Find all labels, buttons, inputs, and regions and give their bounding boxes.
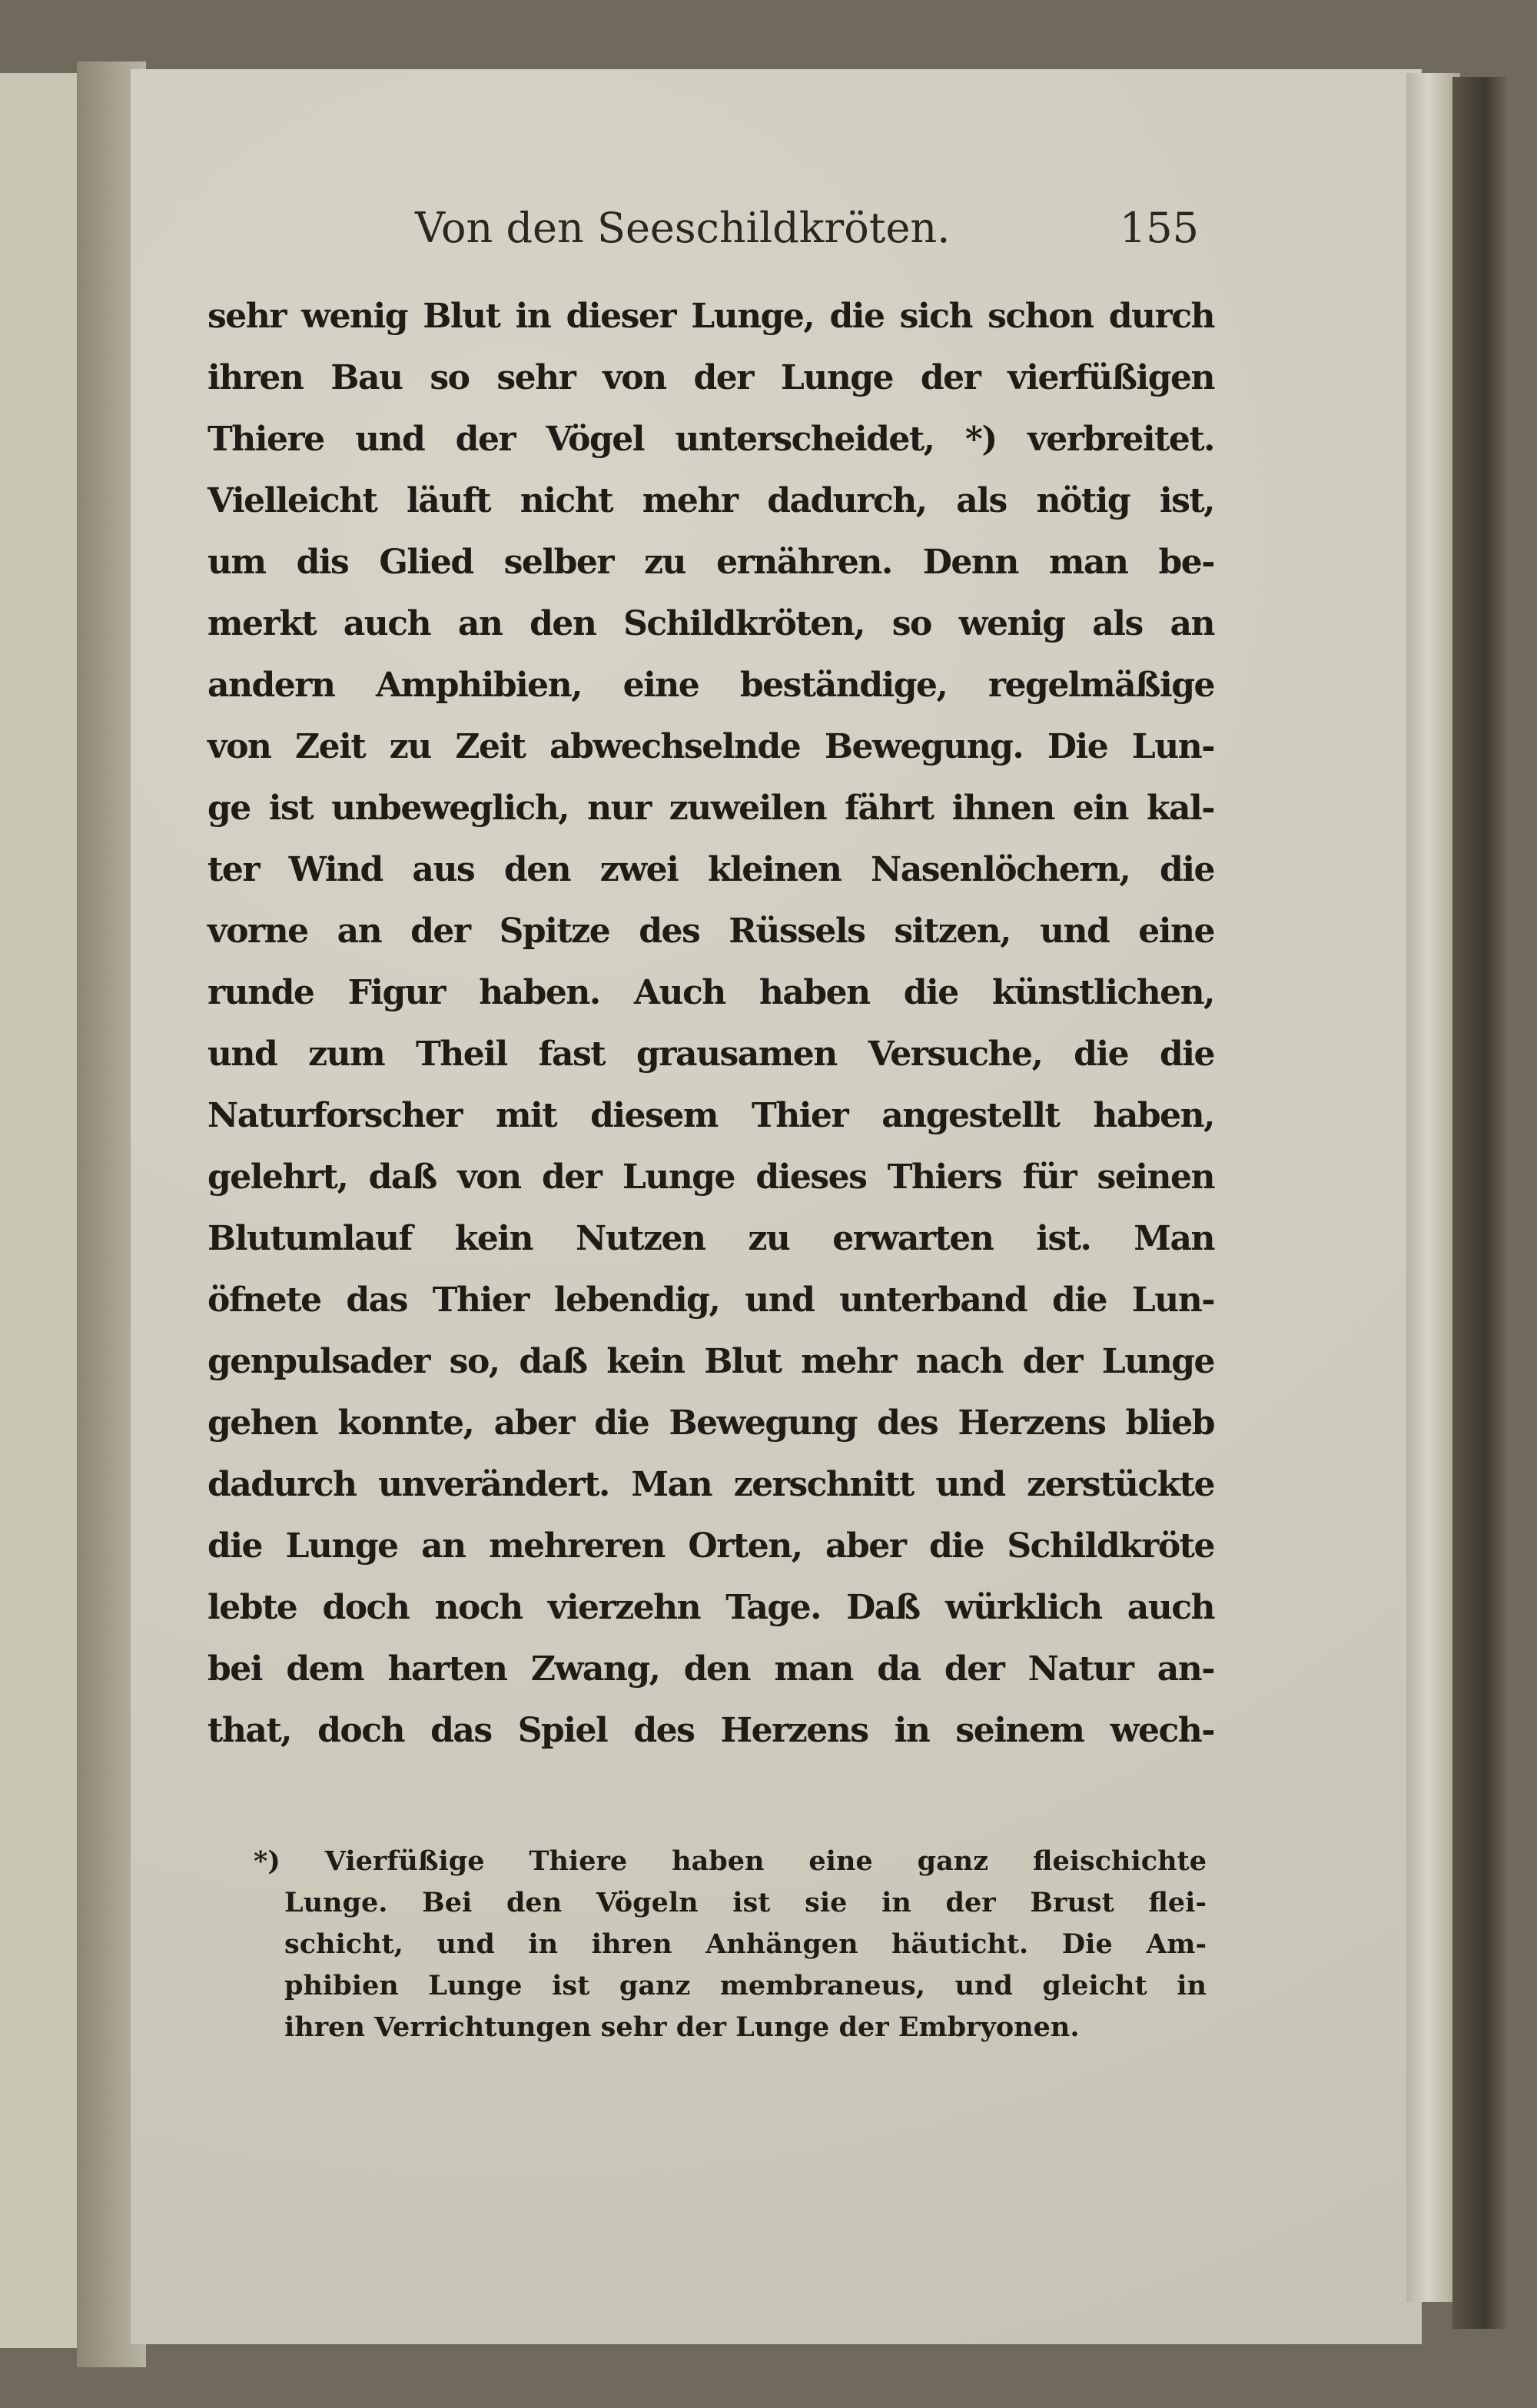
text-line: Naturforscher mit diesem Thier angestellt haben,: [207, 1096, 1214, 1135]
text-line: merkt auch an den Schildkröten, so wenig als an: [207, 604, 1214, 643]
text-line: Blutumlauf kein Nutzen zu erwarten ist. Man: [207, 1219, 1214, 1258]
text-line: andern Amphibien, eine beständige, regelmäßige: [207, 666, 1214, 705]
footnote: [254, 1841, 1207, 2048]
text-line: öfnete das Thier lebendig, und unterband die Lun-: [207, 1280, 1214, 1320]
footnote-line: ihren Verrichtungen sehr der Lunge der Embryonen.: [284, 2011, 1080, 2043]
footnote-line: Lunge. Bei den Vögeln ist sie in der Brust flei-: [284, 1887, 1207, 1918]
footnote-line: *) Vierfüßige Thiere haben eine ganz fleischichte: [254, 1845, 1207, 1877]
text-line: sehr wenig Blut in dieser Lunge, die sich schon durch: [207, 297, 1214, 336]
footnote-line: schicht, und in ihren Anhängen häuticht. Die Am-: [284, 1928, 1207, 1960]
text-line: ihren Bau so sehr von der Lunge der vierfüßigen: [207, 358, 1214, 397]
text-line: bei dem harten Zwang, den man da der Natur an-: [207, 1649, 1214, 1689]
text-line: um dis Glied selber zu ernähren. Denn man be-: [207, 543, 1214, 582]
text-line: that, doch das Spiel des Herzens in seinem wech-: [207, 1711, 1214, 1750]
text-line: gehen konnte, aber die Bewegung des Herzens blieb: [207, 1403, 1214, 1443]
text-line: vorne an der Spitze des Rüssels sitzen, und eine: [207, 912, 1214, 951]
text-line: die Lunge an mehreren Orten, aber die Schildkröte: [207, 1526, 1214, 1566]
text-line: ge ist unbeweglich, nur zuweilen fährt ihnen ein kal-: [207, 789, 1214, 828]
text-line: lebte doch noch vierzehn Tage. Daß würklich auch: [207, 1588, 1214, 1627]
book-cover-edge: [1452, 77, 1506, 2329]
text-line: gelehrt, daß von der Lunge dieses Thiers für seinen: [207, 1158, 1214, 1197]
running-title: Von den Seeschildkröten.: [415, 204, 951, 252]
text-line: Thiere und der Vögel unterscheidet, *) verbreitet.: [207, 420, 1214, 459]
footnote-line: phibien Lunge ist ganz membraneus, und gleicht in: [284, 1970, 1207, 2001]
text-line: und zum Theil fast grausamen Versuche, die die: [207, 1035, 1214, 1074]
left-page-edge: [0, 73, 89, 2348]
running-header: [415, 201, 1199, 255]
text-line: dadurch unverändert. Man zerschnitt und zerstückte: [207, 1465, 1214, 1504]
text-line: Vielleicht läuft nicht mehr dadurch, als nötig ist,: [207, 481, 1214, 520]
text-line: runde Figur haben. Auch haben die künstlichen,: [207, 973, 1214, 1012]
text-line: genpulsader so, daß kein Blut mehr nach der Lunge: [207, 1342, 1214, 1381]
text-line: ter Wind aus den zwei kleinen Nasenlöchern, die: [207, 850, 1214, 889]
text-line: von Zeit zu Zeit abwechselnde Bewegung. Die Lun-: [207, 727, 1214, 766]
page-number: 155: [1119, 204, 1199, 252]
body-text: [207, 286, 1214, 1762]
